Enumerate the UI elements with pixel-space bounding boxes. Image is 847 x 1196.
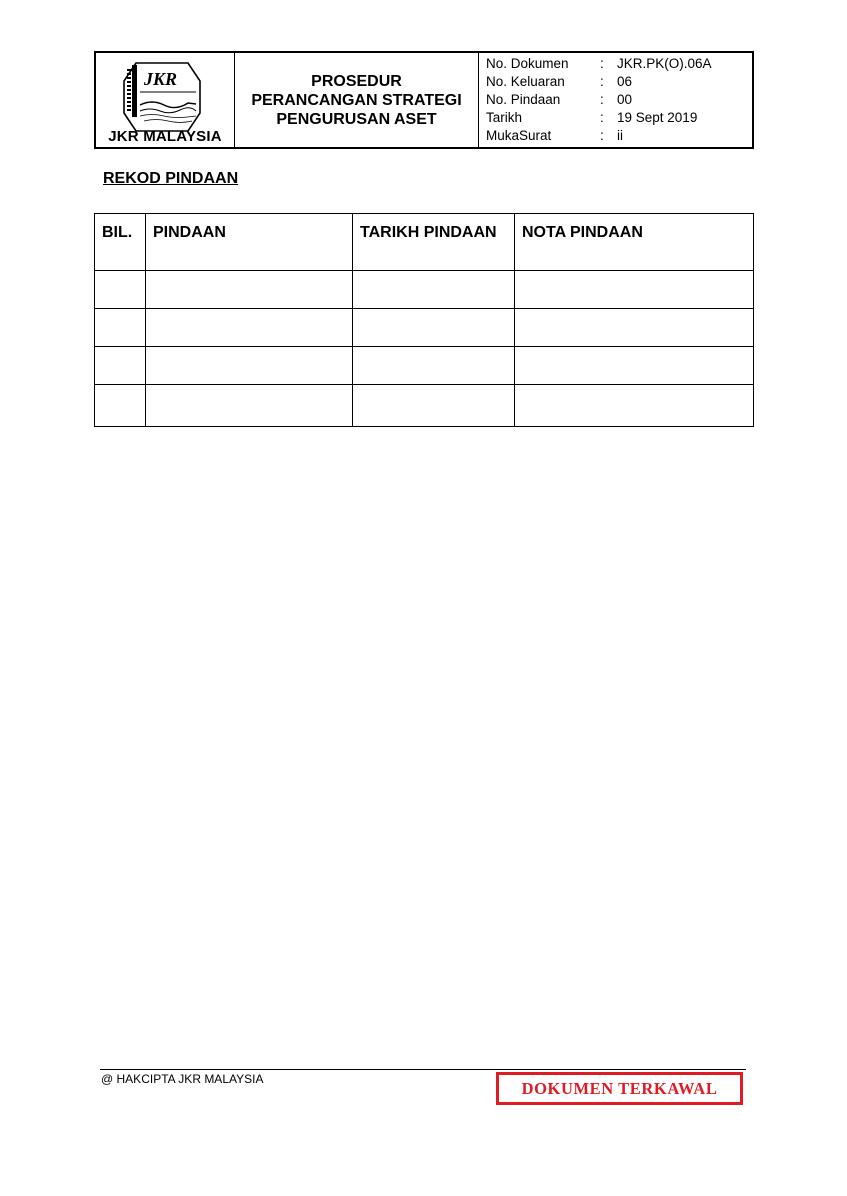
document-meta	[479, 53, 752, 147]
meta-separator: :	[600, 92, 604, 107]
table-cell	[515, 271, 754, 309]
table-cell	[515, 309, 754, 347]
meta-label: No. Keluaran	[486, 74, 565, 89]
table-cell	[146, 347, 353, 385]
column-header-tarikh-pindaan: TARIKH PINDAAN	[353, 214, 515, 271]
meta-label: No. Dokumen	[486, 56, 569, 71]
meta-value: JKR.PK(O).06A	[617, 56, 712, 71]
table-cell	[95, 271, 146, 309]
table-cell	[515, 347, 754, 385]
meta-row-document-no	[486, 55, 752, 73]
copyright-notice: @ HAKCIPTA JKR MALAYSIA	[101, 1072, 264, 1086]
table-row	[95, 271, 754, 309]
title-line: PERANCANGAN STRATEGI	[251, 91, 462, 109]
jkr-logo	[122, 61, 202, 133]
title-line: PENGURUSAN ASET	[276, 110, 437, 128]
meta-row-amendment-no	[486, 91, 752, 109]
meta-separator: :	[600, 74, 604, 89]
table-header-row	[95, 214, 754, 271]
table-cell	[353, 385, 515, 427]
table-cell	[146, 271, 353, 309]
table-cell	[353, 271, 515, 309]
logo-text: JKR	[144, 69, 178, 89]
meta-label: No. Pindaan	[486, 92, 561, 107]
meta-value: 06	[617, 74, 633, 89]
document-header	[94, 51, 754, 149]
table-cell	[95, 309, 146, 347]
meta-label: MukaSurat	[486, 128, 552, 143]
table-cell	[353, 309, 515, 347]
controlled-document-stamp: DOKUMEN TERKAWAL	[496, 1072, 743, 1105]
table-cell	[95, 385, 146, 427]
title-line: PROSEDUR	[311, 72, 402, 90]
meta-row-issue-no	[486, 73, 752, 91]
footer-divider	[100, 1069, 746, 1070]
table-cell	[146, 309, 353, 347]
table-cell	[146, 385, 353, 427]
meta-separator: :	[600, 56, 604, 71]
org-name: JKR MALAYSIA	[108, 128, 222, 145]
column-header-bil: BIL.	[95, 214, 146, 271]
table-cell	[515, 385, 754, 427]
table-cell	[95, 347, 146, 385]
section-title: REKOD PINDAAN	[103, 170, 239, 187]
meta-separator: :	[600, 128, 604, 143]
document-title	[235, 53, 479, 147]
table-row	[95, 385, 754, 427]
amendment-record-table	[94, 213, 754, 427]
meta-separator: :	[600, 110, 604, 125]
meta-label: Tarikh	[486, 110, 523, 125]
meta-value: 00	[617, 92, 633, 107]
meta-value: 19 Sept 2019	[617, 110, 698, 125]
table-cell	[353, 347, 515, 385]
logo-cell	[96, 53, 235, 147]
meta-value: ii	[617, 128, 623, 143]
column-header-pindaan: PINDAAN	[146, 214, 353, 271]
table-row	[95, 309, 754, 347]
meta-row-date	[486, 109, 752, 127]
meta-row-page	[486, 127, 752, 145]
table-row	[95, 347, 754, 385]
column-header-nota-pindaan: NOTA PINDAAN	[515, 214, 754, 271]
